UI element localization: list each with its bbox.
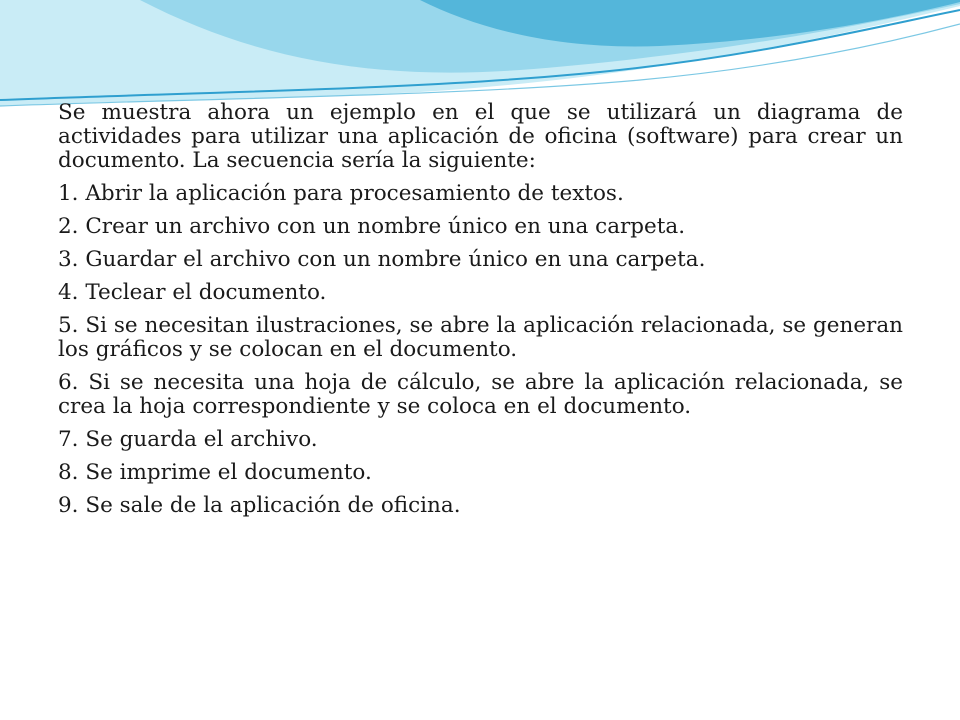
step-4: 4. Teclear el documento. [58,280,327,305]
step-3: 3. Guardar el archivo con un nombre único en una carpeta. [58,247,706,272]
step-6: 6. Si se necesita una hoja de cálculo, se abre la aplicación relacionada, se crea la hoja correspondiente y se coloca en el documento. [58,370,903,419]
step-8: 8. Se imprime el documento. [58,460,372,485]
step-1: 1. Abrir la aplicación para procesamiento de textos. [58,181,624,206]
slide-body [58,101,903,527]
step-7: 7. Se guarda el archivo. [58,427,318,452]
step-5: 5. Si se necesitan ilustraciones, se abre la aplicación relacionada, se generan los gráficos y se colocan en el documento. [58,313,903,362]
step-2: 2. Crear un archivo con un nombre único en una carpeta. [58,214,686,239]
intro-paragraph: Se muestra ahora un ejemplo en el que se utilizará un diagrama de actividades para utilizar una aplicación de oficina (software) para crear un documento. La secuencia sería la siguiente: [58,100,903,173]
step-9: 9. Se sale de la aplicación de oficina. [58,493,461,518]
